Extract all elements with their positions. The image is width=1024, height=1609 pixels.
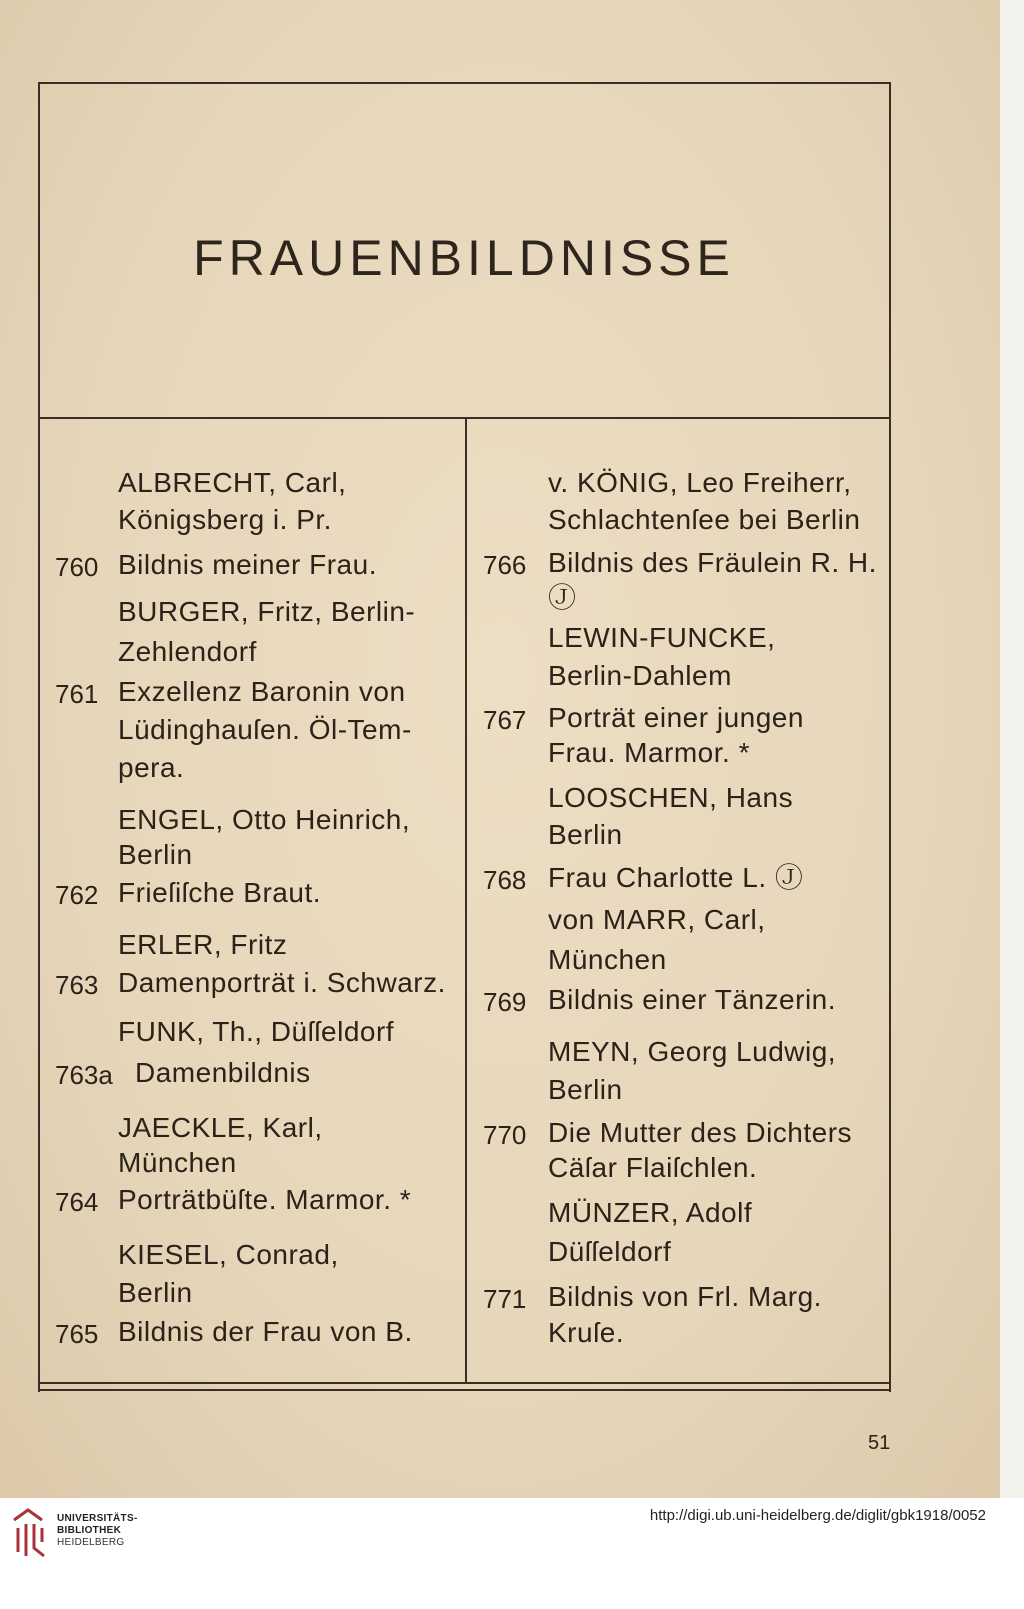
work-title-continued: Cäſar Flaiſchlen. (548, 1152, 758, 1183)
work-title: Frau Charlotte L. Ⓙ (548, 862, 804, 893)
catalog-number: 762 (55, 880, 99, 910)
work-title-continued: Lüdinghauſen. Öl-Tem- (118, 714, 412, 745)
catalog-number: 768 (483, 865, 527, 895)
work-title-continued: Frau. Marmor. * (548, 737, 750, 768)
artist-name: KIESEL, Conrad, (118, 1239, 339, 1270)
artist-name: LEWIN-FUNCKE, (548, 622, 776, 653)
catalog-number: 763a (55, 1060, 113, 1090)
artist-location: Düſſeldorf (548, 1236, 672, 1267)
artist-location: Königsberg i. Pr. (118, 504, 332, 535)
artist-location: Schlachtenſee bei Berlin (548, 504, 861, 535)
frame-bottom-rule-outer (38, 1389, 891, 1391)
work-title: Die Mutter des Dichters (548, 1117, 853, 1148)
library-name-line: HEIDELBERG (57, 1537, 125, 1548)
artist-name: ERLER, Fritz (118, 929, 288, 960)
source-url: http://digi.ub.uni-heidelberg.de/diglit/gbk1918/0052 (649, 1507, 986, 1524)
work-title: Frieſiſche Braut. (118, 877, 322, 908)
artist-name: LOOSCHEN, Hans (548, 782, 794, 813)
catalog-number: 767 (483, 705, 527, 735)
catalog-number: 763 (55, 970, 99, 1000)
artist-name: MEYN, Georg Ludwig, (548, 1036, 837, 1067)
monogram-mark: Ⓙ (548, 582, 577, 613)
artist-name: v. KÖNIG, Leo Freiherr, (548, 467, 852, 498)
artist-name: JAECKLE, Karl, (118, 1112, 323, 1143)
work-title-continued: Kruſe. (548, 1317, 625, 1348)
artist-location: Berlin (548, 819, 623, 850)
frame-bottom-rule (38, 1382, 891, 1384)
library-logo-icon (8, 1502, 52, 1560)
artist-name: von MARR, Carl, (548, 904, 766, 935)
catalog-number: 770 (483, 1120, 527, 1150)
artist-name: FUNK, Th., Düſſeldorf (118, 1016, 395, 1047)
artist-name: ALBRECHT, Carl, (118, 467, 347, 498)
artist-location: Berlin (118, 839, 193, 870)
work-title: Exzellenz Baronin von (118, 676, 406, 707)
work-title: Bildnis meiner Frau. (118, 549, 377, 580)
catalog-number: 769 (483, 987, 527, 1017)
work-title: Bildnis von Frl. Marg. (548, 1281, 822, 1312)
artist-location: München (548, 944, 667, 975)
artist-name: MÜNZER, Adolf (548, 1197, 753, 1228)
library-name-line: UNIVERSITÄTS- (57, 1513, 138, 1524)
artist-location: Zehlendorf (118, 636, 257, 667)
artist-name: BURGER, Fritz, Berlin- (118, 596, 416, 627)
work-title: Bildnis der Frau von B. (118, 1316, 413, 1347)
work-title: Bildnis einer Tänzerin. (548, 984, 837, 1015)
page-title: FRAUENBILDNISSE (193, 230, 735, 286)
catalog-number: 765 (55, 1319, 99, 1349)
artist-location: München (118, 1147, 237, 1178)
frame-top-rule (38, 82, 891, 84)
catalog-number: 760 (55, 552, 99, 582)
artist-location: Berlin (548, 1074, 623, 1105)
artist-name: ENGEL, Otto Heinrich, (118, 804, 411, 835)
catalog-number: 764 (55, 1187, 99, 1217)
column-divider-rule (465, 419, 467, 1384)
work-title: Porträt einer jungen (548, 702, 804, 733)
work-title-continued: pera. (118, 752, 185, 783)
work-title: Porträtbüſte. Marmor. * (118, 1184, 412, 1215)
work-title: Damenbildnis (135, 1057, 311, 1088)
catalog-number: 761 (55, 679, 99, 709)
digitization-footer (0, 1498, 1024, 1609)
page-number: 51 (868, 1432, 891, 1454)
work-title: Damenporträt i. Schwarz. (118, 967, 446, 998)
catalog-number: 766 (483, 550, 527, 580)
artist-location: Berlin (118, 1277, 193, 1308)
artist-location: Berlin-Dahlem (548, 660, 732, 691)
library-name-line: BIBLIOTHEK (57, 1525, 122, 1536)
scan-margin (1000, 0, 1024, 1498)
work-title: Bildnis des Fräulein R. H. (548, 547, 877, 578)
catalog-number: 771 (483, 1284, 527, 1314)
